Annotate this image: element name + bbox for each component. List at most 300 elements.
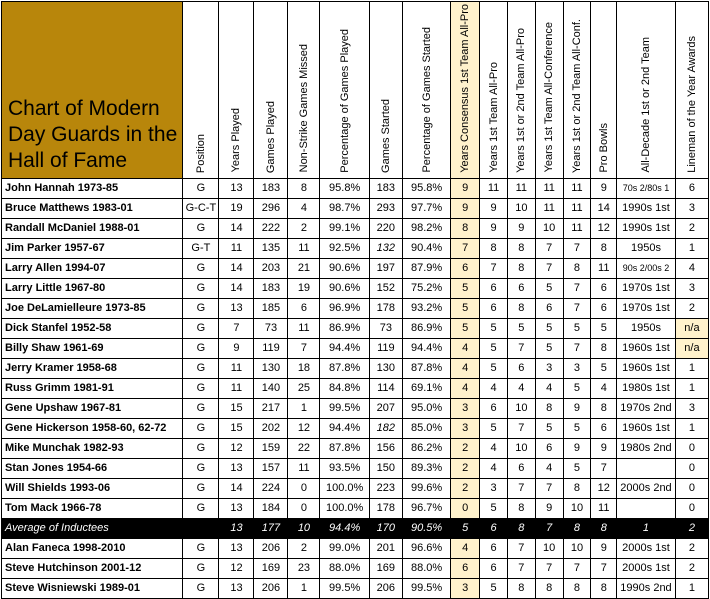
stat-cell: 8: [507, 518, 535, 538]
stat-cell: 7: [563, 278, 591, 298]
col-header: [507, 2, 535, 179]
stat-cell: n/a: [675, 318, 708, 338]
col-header-label: Years 1st or 2nd Team All-Conf.: [570, 18, 583, 173]
stat-cell: 9: [563, 398, 591, 418]
stat-cell: 87.8%: [402, 358, 450, 378]
stat-cell: 1970s 1st: [617, 278, 676, 298]
stat-cell: 10: [507, 438, 535, 458]
stat-cell: 6: [288, 298, 320, 318]
col-header: [288, 2, 320, 179]
stat-cell: 7: [563, 298, 591, 318]
stat-cell: 11: [288, 318, 320, 338]
player-name-cell: Russ Grimm 1981-91: [2, 378, 183, 398]
stat-cell: 2000s 1st: [617, 558, 676, 578]
stat-cell: [183, 518, 219, 538]
stat-cell: 5: [535, 338, 563, 358]
stat-cell: 1: [675, 358, 708, 378]
stat-cell: 293: [369, 198, 402, 218]
stat-cell: G: [183, 218, 219, 238]
stat-cell: 6: [480, 518, 508, 538]
stat-cell: 86.2%: [402, 438, 450, 458]
stat-cell: 95.8%: [320, 178, 369, 198]
stat-cell: 1990s 2nd: [617, 578, 676, 598]
player-name-cell: Joe DeLamielleure 1973-85: [2, 298, 183, 318]
stat-cell: 2: [675, 218, 708, 238]
stat-cell: 11: [288, 458, 320, 478]
stat-cell: 3: [480, 478, 508, 498]
stat-cell: 5: [563, 458, 591, 478]
player-name-cell: Steve Wisniewski 1989-01: [2, 578, 183, 598]
stat-cell: 94.4%: [402, 338, 450, 358]
stat-cell: 100.0%: [320, 478, 369, 498]
stat-cell: 2: [675, 298, 708, 318]
stat-cell: 8: [591, 338, 617, 358]
table-row: [2, 238, 709, 258]
stat-cell: 1990s 1st: [617, 198, 676, 218]
stat-cell: 12: [591, 218, 617, 238]
stat-cell: 90s 2/00s 2: [617, 258, 676, 278]
stat-cell: 2: [451, 438, 480, 458]
stat-cell: 92.5%: [320, 238, 369, 258]
stat-cell: 8: [591, 578, 617, 598]
col-header: [535, 2, 563, 179]
stat-cell: 70s 2/80s 1: [617, 178, 676, 198]
stat-cell: 11: [563, 218, 591, 238]
stat-cell: 4: [288, 198, 320, 218]
stat-cell: 5: [480, 498, 508, 518]
stat-cell: 99.5%: [320, 578, 369, 598]
stat-cell: 90.5%: [402, 518, 450, 538]
stat-cell: 201: [369, 538, 402, 558]
stat-cell: 222: [254, 218, 288, 238]
stat-cell: 132: [369, 238, 402, 258]
stat-cell: 4: [480, 458, 508, 478]
stat-cell: 10: [563, 538, 591, 558]
stat-cell: G: [183, 278, 219, 298]
stat-cell: 19: [288, 278, 320, 298]
stat-cell: G: [183, 178, 219, 198]
stat-cell: 94.4%: [320, 338, 369, 358]
stat-cell: 8: [507, 258, 535, 278]
stat-cell: 99.6%: [402, 478, 450, 498]
stat-cell: 11: [563, 198, 591, 218]
stat-cell: 185: [254, 298, 288, 318]
stat-cell: 6: [451, 558, 480, 578]
stat-cell: 3: [675, 198, 708, 218]
stat-cell: G: [183, 498, 219, 518]
col-header: [675, 2, 708, 179]
stat-cell: 4: [507, 378, 535, 398]
stat-cell: G: [183, 378, 219, 398]
col-header: [591, 2, 617, 179]
stat-cell: 183: [254, 278, 288, 298]
stat-cell: 206: [369, 578, 402, 598]
stat-cell: 73: [254, 318, 288, 338]
player-name-cell: Randall McDaniel 1988-01: [2, 218, 183, 238]
stat-cell: 11: [591, 258, 617, 278]
stat-cell: 7: [535, 238, 563, 258]
stat-cell: 4: [451, 358, 480, 378]
stat-cell: 100.0%: [320, 498, 369, 518]
stat-cell: 7: [507, 418, 535, 438]
stat-cell: 5: [451, 298, 480, 318]
stat-cell: 7: [563, 338, 591, 358]
stat-cell: 8: [535, 578, 563, 598]
stat-cell: 9: [535, 498, 563, 518]
stat-cell: G: [183, 418, 219, 438]
stat-cell: 87.9%: [402, 258, 450, 278]
stat-cell: 2: [451, 458, 480, 478]
stat-cell: 11: [480, 178, 508, 198]
stat-cell: 6: [535, 298, 563, 318]
stat-cell: 2000s 1st: [617, 538, 676, 558]
col-header: [254, 2, 288, 179]
stat-cell: 9: [507, 218, 535, 238]
stat-cell: 7: [507, 558, 535, 578]
stat-cell: 14: [219, 218, 254, 238]
stat-cell: 14: [219, 278, 254, 298]
stat-cell: 1: [675, 578, 708, 598]
table-row: [2, 358, 709, 378]
stat-cell: 159: [254, 438, 288, 458]
stat-cell: 5: [563, 418, 591, 438]
stat-cell: 86.9%: [402, 318, 450, 338]
stat-cell: 6: [675, 178, 708, 198]
col-header: [320, 2, 369, 179]
stat-cell: 1960s 1st: [617, 338, 676, 358]
stat-cell: 7: [563, 238, 591, 258]
stat-cell: 1: [675, 418, 708, 438]
stat-cell: 1: [675, 378, 708, 398]
table-title-cell: [2, 2, 183, 179]
player-name-cell: Gene Upshaw 1967-81: [2, 398, 183, 418]
player-name-cell: Larry Allen 1994-07: [2, 258, 183, 278]
stat-cell: 177: [254, 518, 288, 538]
player-name-cell: Gene Hickerson 1958-60, 62-72: [2, 418, 183, 438]
stat-cell: 4: [535, 378, 563, 398]
stat-cell: 94.4%: [320, 418, 369, 438]
stat-cell: 85.0%: [402, 418, 450, 438]
stat-cell: 19: [219, 198, 254, 218]
stat-cell: n/a: [675, 338, 708, 358]
stat-cell: 0: [675, 458, 708, 478]
stat-cell: 1950s: [617, 318, 676, 338]
stat-cell: 207: [369, 398, 402, 418]
stat-cell: 11: [219, 378, 254, 398]
stat-cell: 4: [451, 338, 480, 358]
stat-cell: 9: [563, 438, 591, 458]
stat-cell: 8: [535, 398, 563, 418]
stat-cell: 1970s 1st: [617, 298, 676, 318]
col-header: [219, 2, 254, 179]
stat-cell: 5: [591, 318, 617, 338]
table-title: Chart of Modern Day Guards in the Hall of Fame: [8, 96, 178, 172]
stat-cell: 3: [535, 358, 563, 378]
stat-cell: 88.0%: [402, 558, 450, 578]
stat-cell: 8: [563, 478, 591, 498]
table-row: [2, 278, 709, 298]
stat-cell: 9: [480, 198, 508, 218]
stat-cell: 5: [480, 578, 508, 598]
stat-cell: 169: [254, 558, 288, 578]
stat-cell: 119: [369, 338, 402, 358]
stat-cell: 99.0%: [320, 538, 369, 558]
stat-cell: 9: [480, 218, 508, 238]
stat-cell: 157: [254, 458, 288, 478]
stat-cell: 86.9%: [320, 318, 369, 338]
stat-cell: G: [183, 358, 219, 378]
stat-cell: 6: [535, 438, 563, 458]
stat-cell: 87.8%: [320, 358, 369, 378]
table-row: [2, 318, 709, 338]
stat-cell: 6: [480, 278, 508, 298]
stat-cell: 156: [369, 438, 402, 458]
stat-cell: 8: [288, 178, 320, 198]
stat-cell: 25: [288, 378, 320, 398]
stat-cell: 4: [591, 378, 617, 398]
stat-cell: 9: [451, 198, 480, 218]
stat-cell: G: [183, 318, 219, 338]
table-row: [2, 198, 709, 218]
stat-cell: 5: [451, 318, 480, 338]
table-row: [2, 498, 709, 518]
stat-cell: 14: [219, 478, 254, 498]
stat-cell: 87.8%: [320, 438, 369, 458]
stat-cell: G: [183, 478, 219, 498]
stat-cell: 5: [563, 378, 591, 398]
stat-cell: 6: [480, 538, 508, 558]
stat-cell: 7: [535, 558, 563, 578]
col-header-label: Non-Strike Games Missed: [297, 44, 310, 173]
stat-cell: 5: [451, 278, 480, 298]
stat-cell: 12: [288, 418, 320, 438]
col-header-label: Position: [194, 133, 207, 173]
stat-cell: 7: [591, 458, 617, 478]
stat-cell: 2: [288, 538, 320, 558]
table-row: [2, 298, 709, 318]
stat-cell: 3: [563, 358, 591, 378]
stat-cell: 21: [288, 258, 320, 278]
stat-cell: 6: [451, 258, 480, 278]
stat-cell: 1: [617, 518, 676, 538]
stat-cell: 5: [480, 358, 508, 378]
stat-cell: 7: [591, 558, 617, 578]
stat-cell: 197: [369, 258, 402, 278]
stat-cell: 11: [591, 498, 617, 518]
table-row: [2, 538, 709, 558]
stat-cell: 5: [507, 318, 535, 338]
player-name-cell: Average of Inductees: [2, 518, 183, 538]
stat-cell: 7: [451, 238, 480, 258]
stat-cell: 169: [369, 558, 402, 578]
stat-cell: 11: [288, 238, 320, 258]
col-header-label: Years 1st Team All-Conference: [543, 22, 556, 173]
stat-cell: 1950s: [617, 238, 676, 258]
stat-cell: 7: [535, 478, 563, 498]
stat-cell: 5: [480, 418, 508, 438]
stat-cell: 84.8%: [320, 378, 369, 398]
col-header: [563, 2, 591, 179]
stat-cell: 14: [591, 198, 617, 218]
stat-cell: 178: [369, 298, 402, 318]
stat-cell: 220: [369, 218, 402, 238]
average-row: [2, 518, 709, 538]
stat-cell: 75.2%: [402, 278, 450, 298]
col-header-label: Games Played: [264, 100, 277, 173]
stat-cell: 135: [254, 238, 288, 258]
table-row: [2, 478, 709, 498]
stat-cell: 8: [507, 498, 535, 518]
stat-cell: 9: [591, 438, 617, 458]
stat-cell: 69.1%: [402, 378, 450, 398]
stat-cell: 223: [369, 478, 402, 498]
stat-cell: 12: [219, 438, 254, 458]
player-name-cell: Steve Hutchinson 2001-12: [2, 558, 183, 578]
stat-cell: 0: [288, 498, 320, 518]
player-name-cell: Bruce Matthews 1983-01: [2, 198, 183, 218]
stat-cell: 152: [369, 278, 402, 298]
stat-cell: 4: [451, 378, 480, 398]
stat-cell: 11: [219, 358, 254, 378]
stat-cell: 7: [507, 338, 535, 358]
stat-cell: 150: [369, 458, 402, 478]
stat-cell: 4: [480, 378, 508, 398]
stat-cell: 6: [480, 298, 508, 318]
stat-cell: 10: [507, 398, 535, 418]
stat-cell: 1960s 1st: [617, 418, 676, 438]
stat-cell: 0: [675, 478, 708, 498]
stat-cell: 88.0%: [320, 558, 369, 578]
stat-cell: 9: [591, 178, 617, 198]
stat-cell: 13: [219, 538, 254, 558]
stat-cell: 6: [507, 458, 535, 478]
stat-cell: 93.2%: [402, 298, 450, 318]
stat-cell: 4: [675, 258, 708, 278]
stat-cell: 183: [369, 178, 402, 198]
stat-cell: 3: [451, 398, 480, 418]
player-name-cell: Dick Stanfel 1952-58: [2, 318, 183, 338]
stat-cell: 9: [591, 538, 617, 558]
stat-cell: 8: [591, 518, 617, 538]
stat-cell: 11: [535, 198, 563, 218]
table-row: [2, 398, 709, 418]
player-name-cell: Alan Faneca 1998-2010: [2, 538, 183, 558]
stat-cell: 5: [535, 278, 563, 298]
table-row: [2, 218, 709, 238]
stat-cell: 206: [254, 538, 288, 558]
stat-cell: 9: [451, 178, 480, 198]
stat-cell: 7: [288, 338, 320, 358]
player-name-cell: Stan Jones 1954-66: [2, 458, 183, 478]
table-row: [2, 378, 709, 398]
stat-cell: 6: [480, 558, 508, 578]
stat-cell: 1: [675, 238, 708, 258]
stat-cell: 10: [535, 538, 563, 558]
stat-cell: 7: [507, 478, 535, 498]
stat-cell: 99.5%: [402, 578, 450, 598]
stat-cell: 178: [369, 498, 402, 518]
stat-cell: 13: [219, 518, 254, 538]
stat-cell: [617, 458, 676, 478]
stat-cell: 184: [254, 498, 288, 518]
player-name-cell: Will Shields 1993-06: [2, 478, 183, 498]
stat-cell: 1980s 1st: [617, 378, 676, 398]
stat-cell: 8: [563, 518, 591, 538]
stat-cell: 5: [563, 318, 591, 338]
stat-cell: 11: [219, 238, 254, 258]
stat-cell: 4: [480, 438, 508, 458]
stat-cell: 8: [480, 238, 508, 258]
stat-cell: G: [183, 438, 219, 458]
stat-cell: 0: [451, 498, 480, 518]
stat-cell: 130: [369, 358, 402, 378]
stat-cell: G: [183, 458, 219, 478]
stat-cell: 140: [254, 378, 288, 398]
col-header-label: Games Started: [379, 98, 392, 173]
stat-cell: 7: [219, 318, 254, 338]
stat-cell: 12: [219, 558, 254, 578]
col-header: [402, 2, 450, 179]
stat-cell: 6: [591, 278, 617, 298]
stat-cell: 98.7%: [320, 198, 369, 218]
col-header-label: Percentage of Games Played: [338, 29, 351, 173]
stat-cell: 7: [480, 258, 508, 278]
player-name-cell: Larry Little 1967-80: [2, 278, 183, 298]
table-body: [2, 178, 709, 598]
stat-cell: 3: [451, 418, 480, 438]
stat-cell: 13: [219, 578, 254, 598]
stat-cell: 10: [563, 498, 591, 518]
stat-cell: 206: [254, 578, 288, 598]
stat-cell: 0: [288, 478, 320, 498]
col-header: [451, 2, 480, 179]
stat-cell: 183: [254, 178, 288, 198]
stat-cell: 97.7%: [402, 198, 450, 218]
stat-cell: 2: [675, 538, 708, 558]
stat-cell: 7: [535, 518, 563, 538]
col-header-label: All-Decade 1st or 2nd Team: [639, 37, 652, 173]
stat-cell: 8: [591, 398, 617, 418]
stat-cell: 99.1%: [320, 218, 369, 238]
stat-cell: 203: [254, 258, 288, 278]
stat-cell: 8: [591, 238, 617, 258]
stat-cell: 10: [507, 198, 535, 218]
stat-cell: 13: [219, 298, 254, 318]
table-row: [2, 458, 709, 478]
col-header: [617, 2, 676, 179]
col-header-label: Years Consensus 1st Team All-Pro: [459, 4, 472, 173]
stat-cell: 90.4%: [402, 238, 450, 258]
player-name-cell: Billy Shaw 1961-69: [2, 338, 183, 358]
stat-cell: 8: [563, 578, 591, 598]
stat-cell: 7: [563, 558, 591, 578]
table-row: [2, 178, 709, 198]
stat-cell: 13: [219, 498, 254, 518]
stat-cell: 7: [535, 258, 563, 278]
stat-cell: 4: [451, 538, 480, 558]
col-header-label: Pro Bowls: [597, 123, 610, 173]
stat-cell: 5: [480, 318, 508, 338]
col-header: [183, 2, 219, 179]
col-header-label: Years 1st or 2nd Team All-Pro: [515, 27, 528, 173]
stat-cell: 5: [535, 318, 563, 338]
stat-cell: G: [183, 298, 219, 318]
stat-cell: 11: [507, 178, 535, 198]
stat-cell: 170: [369, 518, 402, 538]
header-row: [2, 2, 709, 179]
stat-cell: 217: [254, 398, 288, 418]
stat-cell: 5: [451, 518, 480, 538]
